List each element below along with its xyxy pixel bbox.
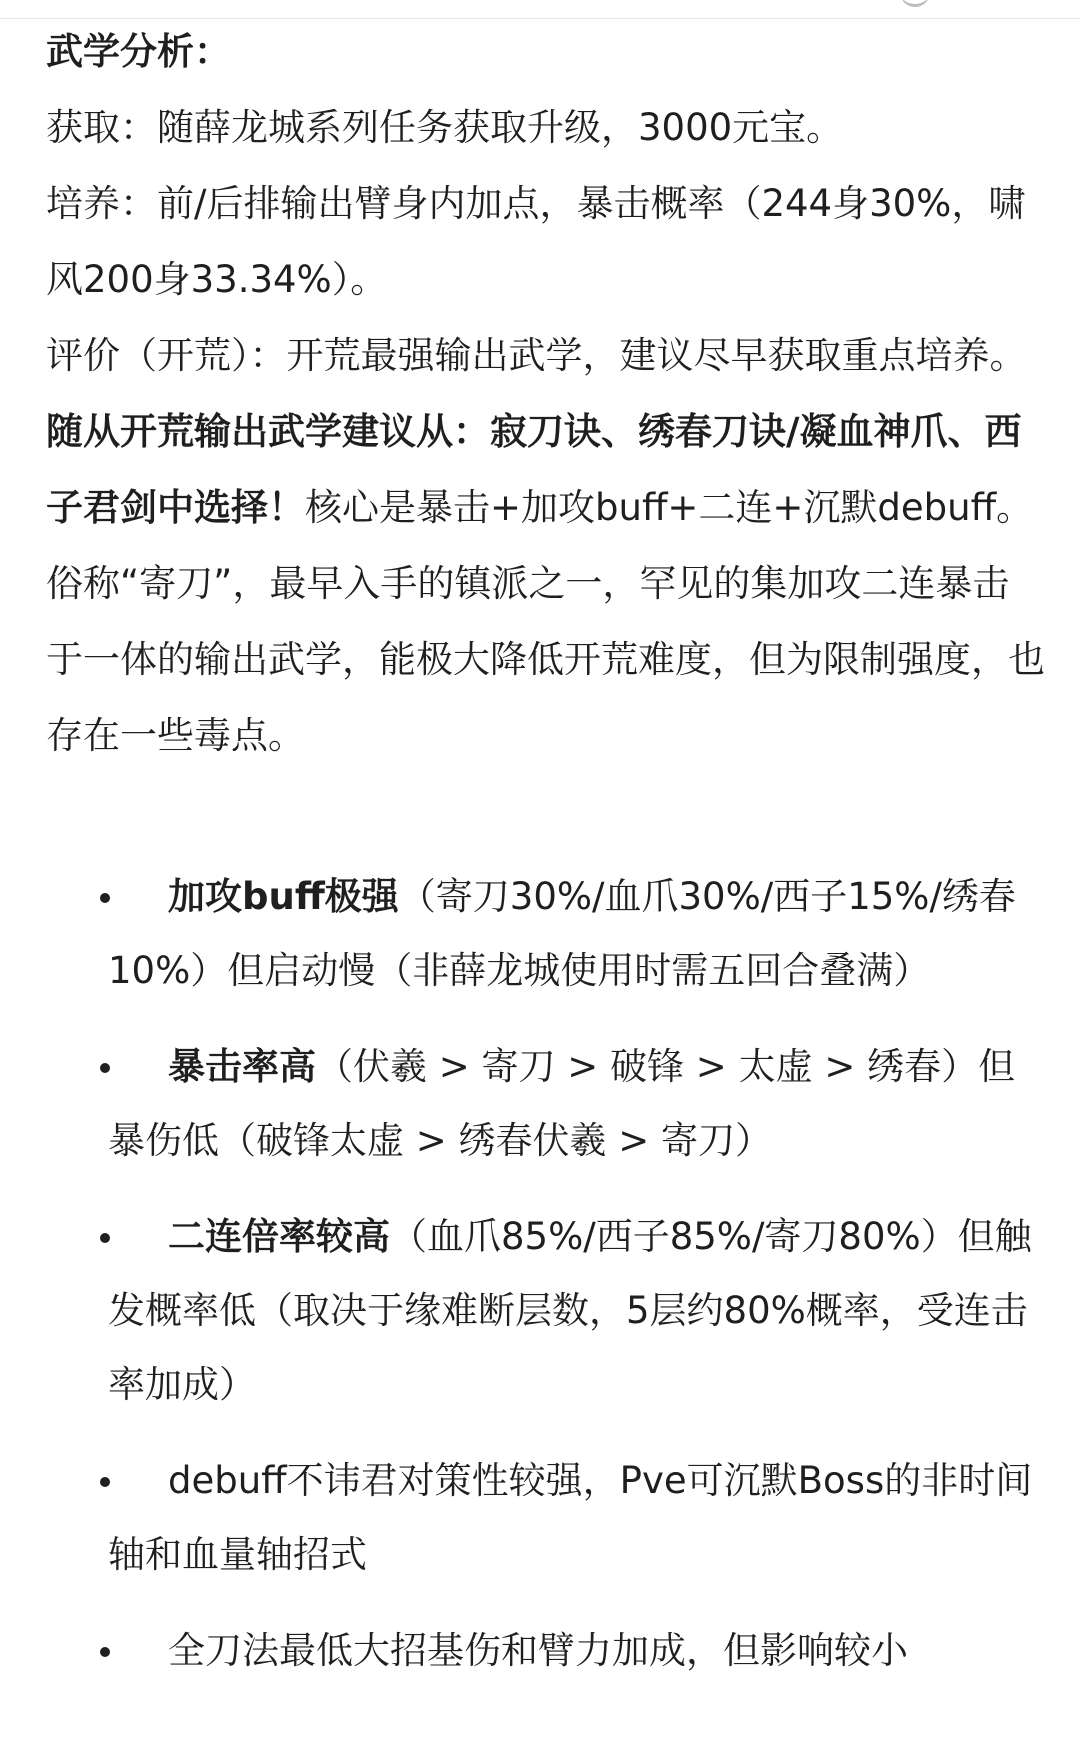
bullet-icon <box>100 1477 110 1487</box>
review-bold-text: 随从开荒输出武学建议从：寂刀诀、绣春刀诀/凝血神爪、西子君剑中选择！ <box>46 410 1022 529</box>
bullet-icon <box>100 1063 110 1073</box>
list-item-text <box>108 1614 1038 1688</box>
list-item-text <box>108 1030 1038 1178</box>
list-item-bold: 二连倍率较高 <box>168 1215 390 1258</box>
list-item-body: （寄刀30%/血爪30%/西子15%/绣春10%）但启动慢（非薛龙城使用时需五回合叠满） <box>108 875 1016 992</box>
analysis-list <box>108 860 1038 1710</box>
bullet-icon <box>100 1647 110 1657</box>
review-paragraph <box>46 318 1046 546</box>
cultivate-line <box>46 166 1046 318</box>
review-label: 评价（开荒）： <box>46 334 287 377</box>
list-item-body: debuff不讳君对策性较强，Pve可沉默Boss的非时间轴和血量轴招式 <box>108 1459 1033 1576</box>
list-item-body: （血爪85%/西子85%/寄刀80%）但触发概率低（取决于缘难断层数，5层约80%概率，受连击率加成） <box>108 1215 1032 1406</box>
cultivate-text: 前/后排输出臂身内加点，暴击概率（244身30%，啸风200身33.34%）。 <box>46 182 1026 301</box>
list-item-bold: 暴击率高 <box>168 1045 316 1088</box>
review-text: 开荒最强输出武学，建议尽早获取重点培养。 <box>286 334 1027 377</box>
list-item <box>108 1614 1038 1688</box>
review-tail-text: 核心是暴击+加攻buff+二连+沉默debuff。 <box>305 486 1034 529</box>
article-body <box>46 14 1046 774</box>
list-item-body: （伏羲 > 寄刀 > 破锋 > 太虚 > 绣春）但暴伤低（破锋太虚 > 绣春伏羲 > 寄刀） <box>108 1045 1016 1162</box>
list-item-body: 全刀法最低大招基伤和臂力加成，但影响较小 <box>168 1629 908 1672</box>
cultivate-label: 培养： <box>46 182 157 225</box>
bullet-icon <box>100 893 110 903</box>
scroll-indicator-icon <box>900 0 930 7</box>
intro-paragraph: 俗称“寄刀”，最早入手的镇派之一，罕见的集加攻二连暴击于一体的输出武学，能极大降低开荒难度，但为限制强度，也存在一些毒点。 <box>46 562 1045 757</box>
list-item <box>108 1030 1038 1178</box>
bullet-icon <box>100 1233 110 1243</box>
acquire-label: 获取： <box>46 106 157 149</box>
acquire-text: 随薛龙城系列任务获取升级，3000元宝。 <box>157 106 844 149</box>
list-item-text <box>108 1200 1038 1422</box>
list-item <box>108 860 1038 1008</box>
list-item <box>108 1444 1038 1592</box>
list-item <box>108 1200 1038 1422</box>
list-item-bold: 加攻buff极强 <box>168 875 399 918</box>
list-item-text <box>108 1444 1038 1592</box>
list-item-text <box>108 860 1038 1008</box>
section-heading: 武学分析： <box>46 30 231 73</box>
acquire-line <box>46 90 1046 166</box>
